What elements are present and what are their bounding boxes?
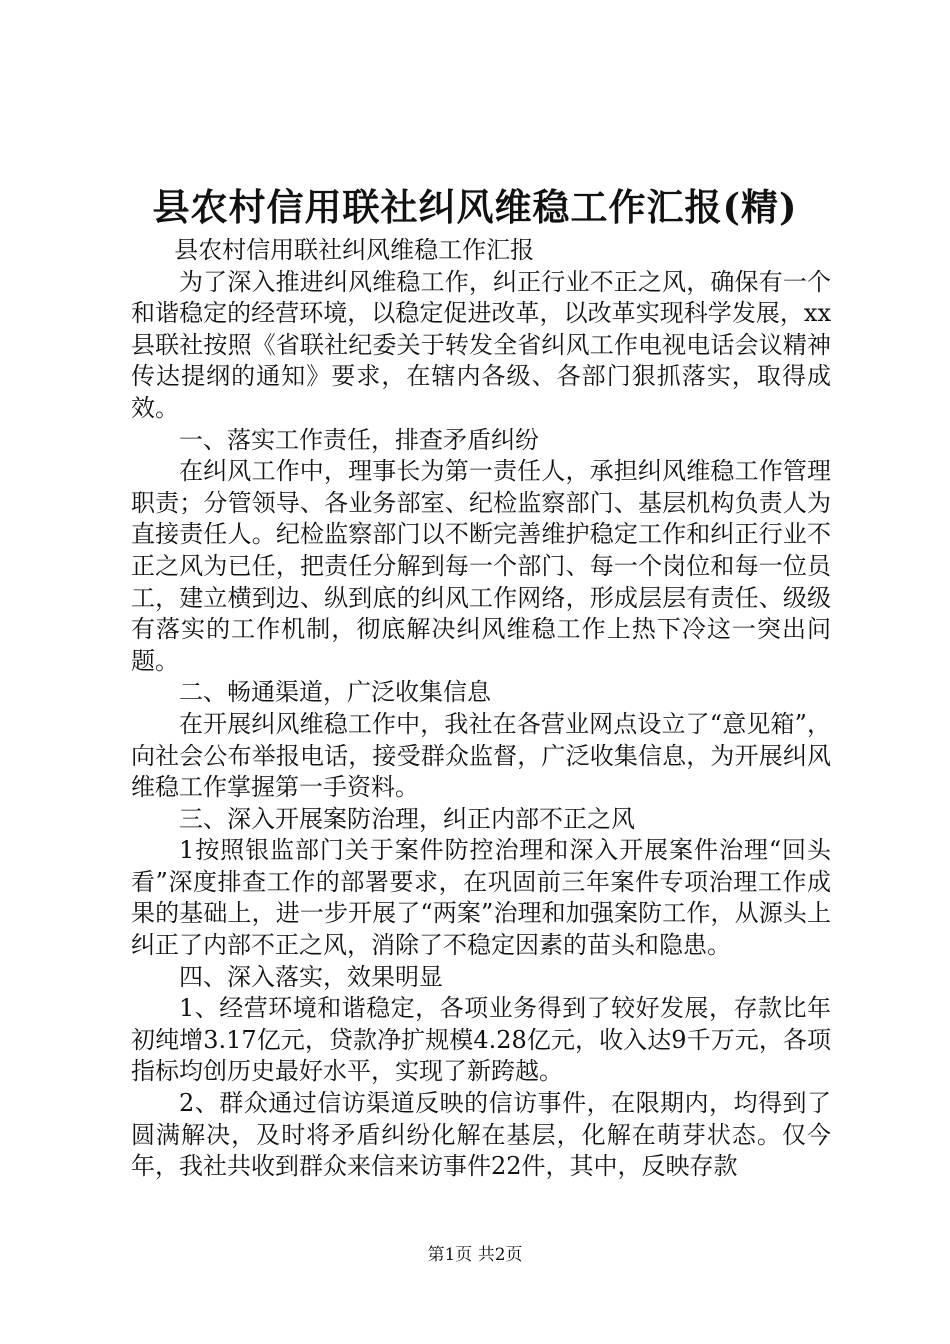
page-footer: 第1页 共2页 bbox=[427, 1245, 523, 1265]
section-4-item-2: 2、群众通过信访渠道反映的信访事件，在限期内，均得到了圆满解决，及时将矛盾纠纷化解在基层，化解在萌芽状态。仅今年，我社共收到群众来信来访事件22件，其中，反映存款 bbox=[131, 1089, 831, 1181]
section-heading-2: 二、畅通渠道，广泛收集信息 bbox=[179, 678, 491, 707]
section-heading-1: 一、落实工作责任，排查矛盾纠纷 bbox=[179, 425, 539, 454]
section-heading-3: 三、深入开展案防治理，纠正内部不正之风 bbox=[179, 804, 635, 833]
intro-paragraph: 为了深入推进纠风维稳工作，纠正行业不正之风，确保有一个和谐稳定的经营环境，以稳定促进改革，以改革实现科学发展，xx县联社按照《省联社纪委关于转发全省纠风工作电视电话会议精神传达提纲的通知》要求，在辖内各级、各部门狠抓落实，取得成效。 bbox=[131, 267, 831, 422]
section-heading-4: 四、深入落实，效果明显 bbox=[179, 962, 443, 991]
document-body bbox=[131, 235, 831, 1183]
section-4-item-1: 1、经营环境和谐稳定，各项业务得到了较好发展，存款比年初纯增3.17亿元，贷款净扩规模4.28亿元，收入达9千万元，各项指标均创历史最好水平，实现了新跨越。 bbox=[131, 994, 831, 1086]
section-1-paragraph: 在纠风工作中，理事长为第一责任人，承担纠风维稳工作管理职责；分管领导、各业务部室、纪检监察部门、基层机构负责人为直接责任人。纪检监察部门以不断完善维护稳定工作和纠正行业不正之风为已任，把责任分解到每一个部门、每一个岗位和每一位员工，建立横到边、纵到底的纠风工作网络，形成层层有责任、级级有落实的工作机制，彻底解决纠风维稳工作上热下冷这一突出问题。 bbox=[131, 457, 831, 675]
subtitle-paragraph: 县农村信用联社纠风维稳工作汇报 bbox=[174, 236, 535, 264]
section-3-paragraph: 1按照银监部门关于案件防控治理和深入开展案件治理“回头看”深度排查工作的部署要求，在巩固前三年案件专项治理工作成果的基础上，进一步开展了“两案”治理和加强案防工作，从源头上纠正了内部不正之风，消除了不稳定因素的苗头和隐患。 bbox=[131, 836, 831, 960]
document-title: 县农村信用联社纠风维稳工作汇报(精) bbox=[152, 185, 798, 229]
section-2-paragraph: 在开展纠风维稳工作中，我社在各营业网点设立了“意见箱”，向社会公布举报电话，接受群众监督，广泛收集信息，为开展纠风维稳工作掌握第一手资料。 bbox=[131, 709, 831, 802]
